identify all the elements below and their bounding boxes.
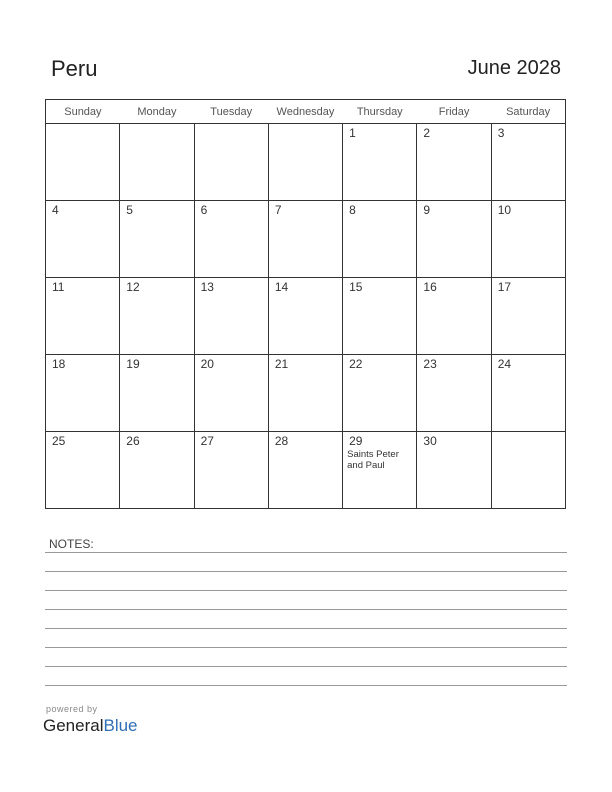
weekday-tuesday: Tuesday	[194, 100, 268, 124]
day-cell	[343, 355, 417, 432]
day-cell	[343, 432, 417, 509]
note-line	[45, 685, 567, 686]
day-number: 24	[497, 357, 512, 371]
day-number: 19	[126, 357, 140, 371]
note-line	[45, 666, 567, 667]
day-number: 7	[274, 203, 282, 217]
weekday-thursday: Thursday	[343, 100, 417, 124]
day-cell	[46, 201, 120, 278]
day-cell	[417, 278, 491, 355]
day-number: 5	[126, 203, 133, 217]
weekday-saturday: Saturday	[491, 100, 565, 124]
day-cell	[194, 278, 268, 355]
day-cell	[491, 201, 565, 278]
day-number: 21	[274, 357, 289, 371]
day-number: 13	[200, 280, 214, 294]
day-cell	[120, 278, 194, 355]
day-number: 12	[126, 280, 140, 294]
day-cell	[417, 201, 491, 278]
day-number: 23	[423, 357, 437, 371]
day-number: 8	[349, 203, 356, 217]
day-number: 25	[52, 434, 66, 448]
day-number: 16	[423, 280, 437, 294]
day-number: 30	[423, 434, 437, 448]
day-number: 10	[497, 203, 512, 217]
day-cell	[491, 278, 565, 355]
note-line	[45, 571, 567, 572]
day-cell	[268, 432, 342, 509]
day-number: 4	[52, 203, 59, 217]
note-line	[45, 628, 567, 629]
day-number: 26	[126, 434, 140, 448]
note-line	[45, 590, 567, 591]
logo-text-general: General	[43, 716, 104, 735]
day-cell	[343, 124, 417, 201]
day-number: 20	[200, 357, 214, 371]
week-row	[46, 201, 566, 278]
day-cell	[268, 201, 342, 278]
note-line	[45, 552, 567, 553]
week-row	[46, 124, 566, 201]
day-number: 9	[423, 203, 431, 217]
day-cell	[491, 124, 565, 201]
day-number: 3	[497, 126, 505, 140]
country-title: Peru	[51, 56, 98, 81]
day-number: 28	[274, 434, 289, 448]
day-cell	[417, 432, 491, 509]
day-cell	[417, 355, 491, 432]
day-number: 27	[200, 434, 214, 448]
note-line	[45, 609, 567, 610]
weekday-friday: Friday	[417, 100, 491, 124]
generalblue-logo	[43, 716, 138, 736]
day-cell	[120, 201, 194, 278]
holiday-label: Saints Peter and Paul	[347, 449, 399, 471]
day-number: 1	[349, 126, 356, 140]
day-cell	[268, 124, 342, 201]
week-row	[46, 355, 566, 432]
day-cell	[194, 201, 268, 278]
day-cell	[268, 355, 342, 432]
notes-label: NOTES:	[49, 537, 94, 551]
day-cell	[46, 124, 120, 201]
week-row	[46, 278, 566, 355]
day-cell	[491, 432, 565, 509]
logo-text-blue: Blue	[103, 716, 138, 735]
day-number: 18	[52, 357, 66, 371]
day-cell	[46, 278, 120, 355]
weekday-wednesday: Wednesday	[268, 100, 342, 124]
day-cell	[46, 355, 120, 432]
calendar-grid	[45, 99, 566, 509]
day-cell	[194, 124, 268, 201]
day-cell	[343, 201, 417, 278]
day-cell	[120, 124, 194, 201]
day-cell	[417, 124, 491, 201]
day-cell	[194, 355, 268, 432]
day-cell	[120, 355, 194, 432]
day-number: 29	[349, 434, 363, 448]
day-number: 14	[274, 280, 289, 294]
day-cell	[194, 432, 268, 509]
day-cell	[120, 432, 194, 509]
week-row	[46, 432, 566, 509]
day-number: 2	[423, 126, 431, 140]
day-number: 17	[497, 280, 512, 294]
powered-by-label: powered by	[46, 704, 98, 714]
weekday-monday: Monday	[120, 100, 194, 124]
day-cell	[46, 432, 120, 509]
day-cell	[491, 355, 565, 432]
day-number: 11	[52, 280, 65, 294]
month-year-title: June 2028	[467, 57, 561, 79]
weekday-header-row	[46, 100, 566, 124]
note-line	[45, 647, 567, 648]
day-number: 22	[349, 357, 363, 371]
day-cell	[343, 278, 417, 355]
day-cell	[268, 278, 342, 355]
day-number: 6	[200, 203, 208, 217]
day-number: 15	[349, 280, 363, 294]
weekday-sunday: Sunday	[46, 100, 120, 124]
